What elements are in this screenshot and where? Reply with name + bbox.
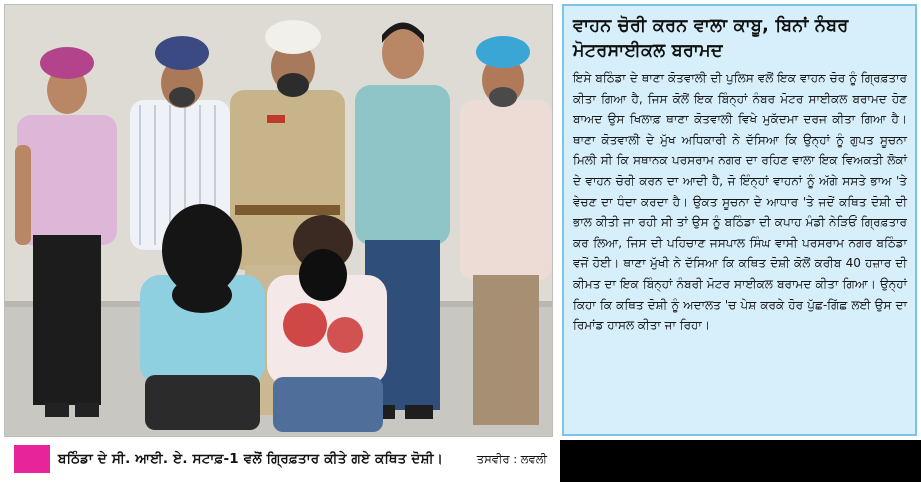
news-photo-illustration xyxy=(5,5,552,436)
black-block xyxy=(560,440,921,482)
caption-marker xyxy=(14,445,50,473)
photo-credit: ਤਸਵੀਰ : ਲਵਲੀ xyxy=(476,451,547,466)
news-article xyxy=(562,4,917,436)
news-photo xyxy=(4,4,553,437)
article-headline: ਵਾਹਨ ਚੋਰੀ ਕਰਨ ਵਾਲਾ ਕਾਬੂ, ਬਿਨਾਂ ਨੰਬਰ ਮੋਟਰਸਾਈਕਲ ਬਰਾਮਦ xyxy=(573,16,849,61)
photo-caption xyxy=(4,440,553,478)
caption-text: ਬਠਿੰਡਾ ਦੇ ਸੀ. ਆਈ. ਏ. ਸਟਾਫ਼-1 ਵਲੋਂ ਗ੍ਰਿਫ਼ਤਾਰ ਕੀਤੇ ਗਏ ਕਥਿਤ ਦੋਸ਼ੀ। xyxy=(58,451,444,467)
article-body: ਇਸੇ ਬਠਿੰਡਾ ਦੇ ਥਾਣਾ ਕੋਤਵਾਲੀ ਦੀ ਪੁਲਿਸ ਵਲੋਂ ਇਕ ਵਾਹਨ ਚੋਰ ਨੂੰ ਗ੍ਰਿਫ਼ਤਾਰ ਕੀਤਾ ਗਿਆ ਹੈ, ਜਿਸ ਕੋਲੋਂ ਇਕ ਬਿੰਨ੍ਹਾਂ ਨੰਬਰ ਮੋਟਰ ਸਾਈਕਲ ਬਰਾਮਦ ਹੋਣ ਬਾਅਦ ਉਸ ਖਿਲਾਫ਼ ਥਾਣਾ ਕੋਤਵਾਲੀ ਵਿਖੇ ਮੁਕੱਦਮਾ ਦਰਜ ਕੀਤਾ ਗਿਆ ਹੈ। ਥਾਣਾ ਕੋਤਵਾਲੀ ਦੇ ਮੁੱਖ ਅਧਿਕਾਰੀ ਨੇ ਦੱਸਿਆ ਕਿ ਉਨ੍ਹਾਂ ਨੂੰ ਗੁਪਤ ਸੂਚਨਾ ਮਿਲੀ ਸੀ ਕਿ ਸਥਾਨਕ ਪਰਸਰਾਮ ਨਗਰ ਦਾ ਰਹਿਣ ਵਾਲਾ ਇਕ ਵਿਅਕਤੀ ਲੋਕਾਂ ਦੇ ਵਾਹਨ ਚੋਰੀ ਕਰਨ ਦਾ ਆਦੀ ਹੈ, ਜੋ ਇੰਨ੍ਹਾਂ ਵਾਹਨਾਂ ਨੂੰ ਅੱਗੇ ਸਸਤੇ ਭਾਅ 'ਤੇ ਵੇਚਣ ਦਾ ਧੰਦਾ ਕਰਦਾ ਹੈ। ਉਕਤ ਸੂਚਨਾ ਦੇ ਆਧਾਰ 'ਤੇ ਜਦੋਂ ਕਥਿਤ ਦੋਸ਼ੀ ਦੀ ਭਾਲ ਕੀਤੀ ਜਾ ਰਹੀ ਸੀ ਤਾਂ ਉਸ ਨੂੰ ਬਠਿੰਡਾ ਦੀ ਕਪਾਹ ਮੰਡੀ ਨੇੜਿਓਂ ਗ੍ਰਿਫ਼ਤਾਰ ਕਰ ਲਿਆ, ਜਿਸ ਦੀ ਪਹਿਚਾਣ ਜਸਪਾਲ ਸਿੰਘ ਵਾਸੀ ਪਰਸਰਾਮ ਨਗਰ ਬਠਿੰਡਾ ਵਜੋਂ ਹੋਈ। ਥਾਣਾ ਮੁੱਖੀ ਨੇ ਦੱਸਿਆ ਕਿ ਕਥਿਤ ਦੋਸ਼ੀ ਕੋਲੋਂ ਕਰੀਬ 40 ਹਜ਼ਾਰ ਦੀ ਕੀਮਤ ਦਾ ਇਕ ਬਿੰਨ੍ਹਾਂ ਨੰਬਰੀ ਮੋਟਰ ਸਾਈਕਲ ਬਰਾਮਦ ਕੀਤਾ ਗਿਆ। ਉਨ੍ਹਾਂ ਕਿਹਾ ਕਿ ਕਥਿਤ ਦੋਸ਼ੀ ਨੂੰ ਅਦਾਲਤ 'ਚ ਪੇਸ਼ ਕਰਕੇ ਹੋਰ ਪੁੱਛ-ਗਿੱਛ ਲਈ ਉਸ ਦਾ ਰਿਮਾਂਡ ਹਾਸਲ ਕੀਤਾ ਜਾ ਰਿਹਾ। xyxy=(573,71,907,333)
